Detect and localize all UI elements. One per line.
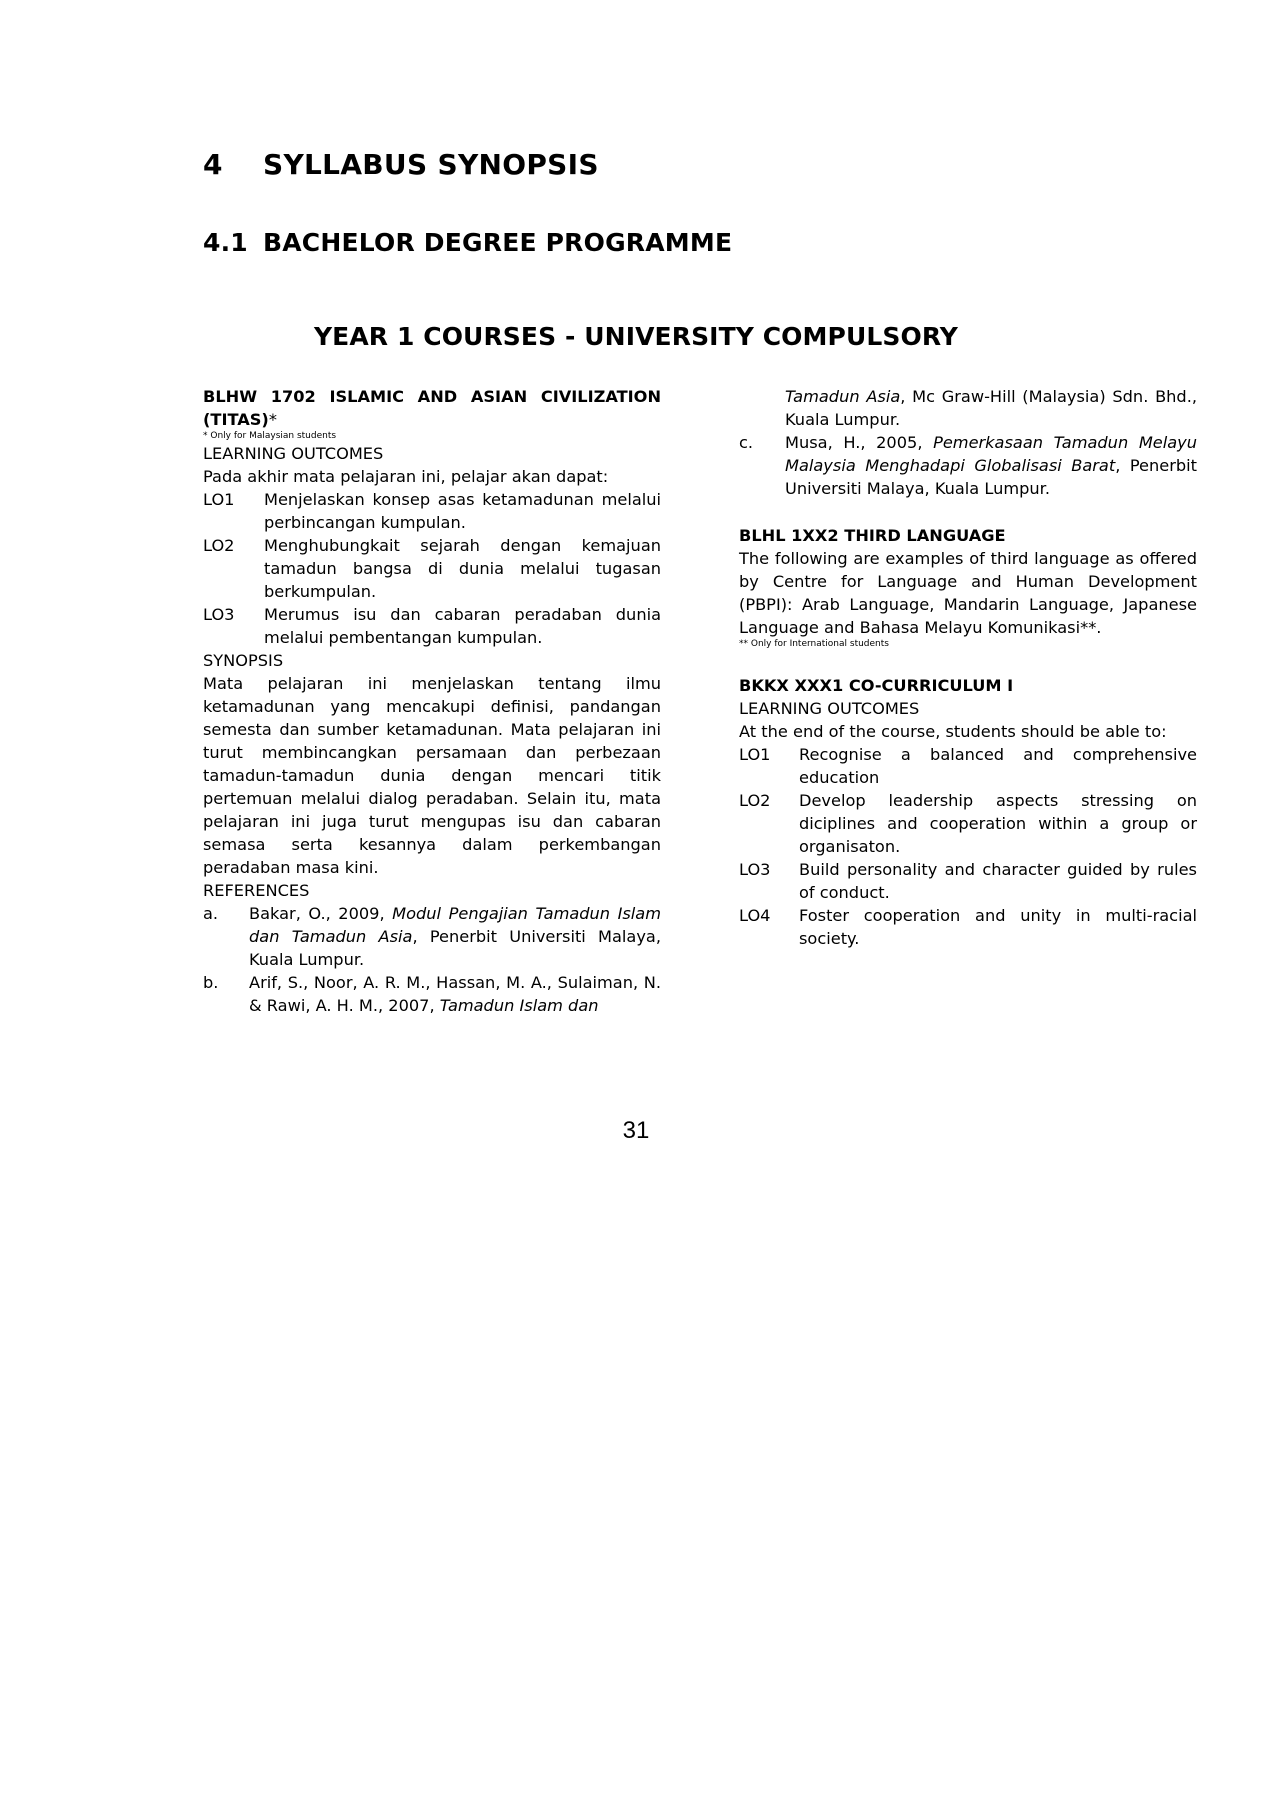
cocurriculum-lo-heading: LEARNING OUTCOMES xyxy=(739,699,920,718)
reference-text: Arif, S., Noor, A. R. M., Hassan, M. A., Sulaiman, N. & Rawi, A. H. M., 2007, Tamadun Islam dan xyxy=(249,973,661,1015)
cocurriculum-lo-item xyxy=(739,858,1197,904)
lo-text: Recognise a balanced and comprehensive education xyxy=(799,745,1197,787)
lo-code: LO4 xyxy=(739,906,771,925)
reference-item-continued xyxy=(739,385,1197,431)
lo-code: LO2 xyxy=(203,536,235,555)
lo-text: Develop leadership aspects stressing on diciplines and cooperation within a group or organisaton. xyxy=(799,791,1197,856)
titas-lo-item xyxy=(203,603,661,649)
lo-text: Menghubungkait sejarah dengan kemajuan tamadun bangsa di dunia melalui tugasan berkumpulan. xyxy=(264,536,661,601)
reference-key: c. xyxy=(739,433,754,452)
titas-synopsis-text: Mata pelajaran ini menjelaskan tentang ilmu ketamadunan yang mencakupi definisi, pandangan semesta dan sumber ketamadunan. Mata pelajaran ini turut membincangkan persamaan dan perbezaan tamadun-tamadun dunia dengan mencari titik pertemuan melalui dialog peradaban. Selain itu, mata pelajaran ini juga turut mengupas isu dan cabaran semasa serta kesannya dalam perkembangan peradaban masa kini. xyxy=(203,674,661,877)
left-column xyxy=(203,385,661,1017)
subsection-heading xyxy=(203,228,732,257)
third-language-text: The following are examples of third language as offered by Centre for Language and Human Development (PBPI): Arab Language, Mandarin Language, Japanese Language and Bahasa Melayu Komunikasi**. xyxy=(739,549,1197,637)
cocurriculum-lo-item xyxy=(739,789,1197,858)
page-number: 31 xyxy=(622,1117,650,1144)
reference-text: Tamadun Asia, Mc Graw-Hill (Malaysia) Sdn. Bhd., Kuala Lumpur. xyxy=(785,387,1197,429)
lo-code: LO3 xyxy=(203,605,235,624)
titas-references-heading: REFERENCES xyxy=(203,881,310,900)
subsection-title: BACHELOR DEGREE PROGRAMME xyxy=(263,228,733,257)
titas-lo-item xyxy=(203,534,661,603)
reference-item xyxy=(203,902,661,971)
lo-text: Build personality and character guided by rules of conduct. xyxy=(799,860,1197,902)
titas-synopsis-heading: SYNOPSIS xyxy=(203,651,284,670)
third-language-footnote: ** Only for International students xyxy=(739,639,889,649)
reference-key: a. xyxy=(203,904,219,923)
lo-text: Merumus isu dan cabaran peradaban dunia melalui pembentangan kumpulan. xyxy=(264,605,661,647)
titas-lo-item xyxy=(203,488,661,534)
cocurriculum-lo-intro: At the end of the course, students should be able to: xyxy=(739,722,1167,741)
lo-code: LO3 xyxy=(739,860,771,879)
titas-asterisk: * xyxy=(268,410,277,429)
subsection-number: 4.1 xyxy=(203,228,248,257)
titas-footnote: * Only for Malaysian students xyxy=(203,431,337,441)
titas-lo-intro: Pada akhir mata pelajaran ini, pelajar akan dapat: xyxy=(203,467,609,486)
lo-text: Menjelaskan konsep asas ketamadunan melalui perbincangan kumpulan. xyxy=(264,490,661,532)
lo-text: Foster cooperation and unity in multi-racial society. xyxy=(799,906,1197,948)
cocurriculum-lo-item xyxy=(739,743,1197,789)
reference-item xyxy=(739,431,1197,500)
reference-text: Bakar, O., 2009, Modul Pengajian Tamadun Islam dan Tamadun Asia, Penerbit Universiti Malaya, Kuala Lumpur. xyxy=(249,904,661,969)
section-heading xyxy=(203,148,599,181)
lo-code: LO1 xyxy=(739,745,771,764)
lo-code: LO1 xyxy=(203,490,235,509)
titas-title-text: BLHW 1702 ISLAMIC AND ASIAN CIVILIZATION (TITAS) xyxy=(203,387,661,429)
section-title: SYLLABUS SYNOPSIS xyxy=(263,148,599,181)
right-column xyxy=(739,385,1197,950)
section-number: 4 xyxy=(203,148,223,181)
titas-lo-heading: LEARNING OUTCOMES xyxy=(203,444,384,463)
reference-item xyxy=(203,971,661,1017)
cocurriculum-title: BKKX XXX1 CO-CURRICULUM I xyxy=(739,676,1014,695)
reference-key: b. xyxy=(203,973,219,992)
reference-text: Musa, H., 2005, Pemerkasaan Tamadun Melayu Malaysia Menghadapi Globalisasi Barat, Penerbit Universiti Malaya, Kuala Lumpur. xyxy=(785,433,1197,498)
year-courses-title: YEAR 1 COURSES - UNIVERSITY COMPULSORY xyxy=(313,322,959,351)
cocurriculum-lo-item xyxy=(739,904,1197,950)
third-language-title: BLHL 1XX2 THIRD LANGUAGE xyxy=(739,526,1006,545)
titas-course-title xyxy=(203,385,661,431)
lo-code: LO2 xyxy=(739,791,771,810)
